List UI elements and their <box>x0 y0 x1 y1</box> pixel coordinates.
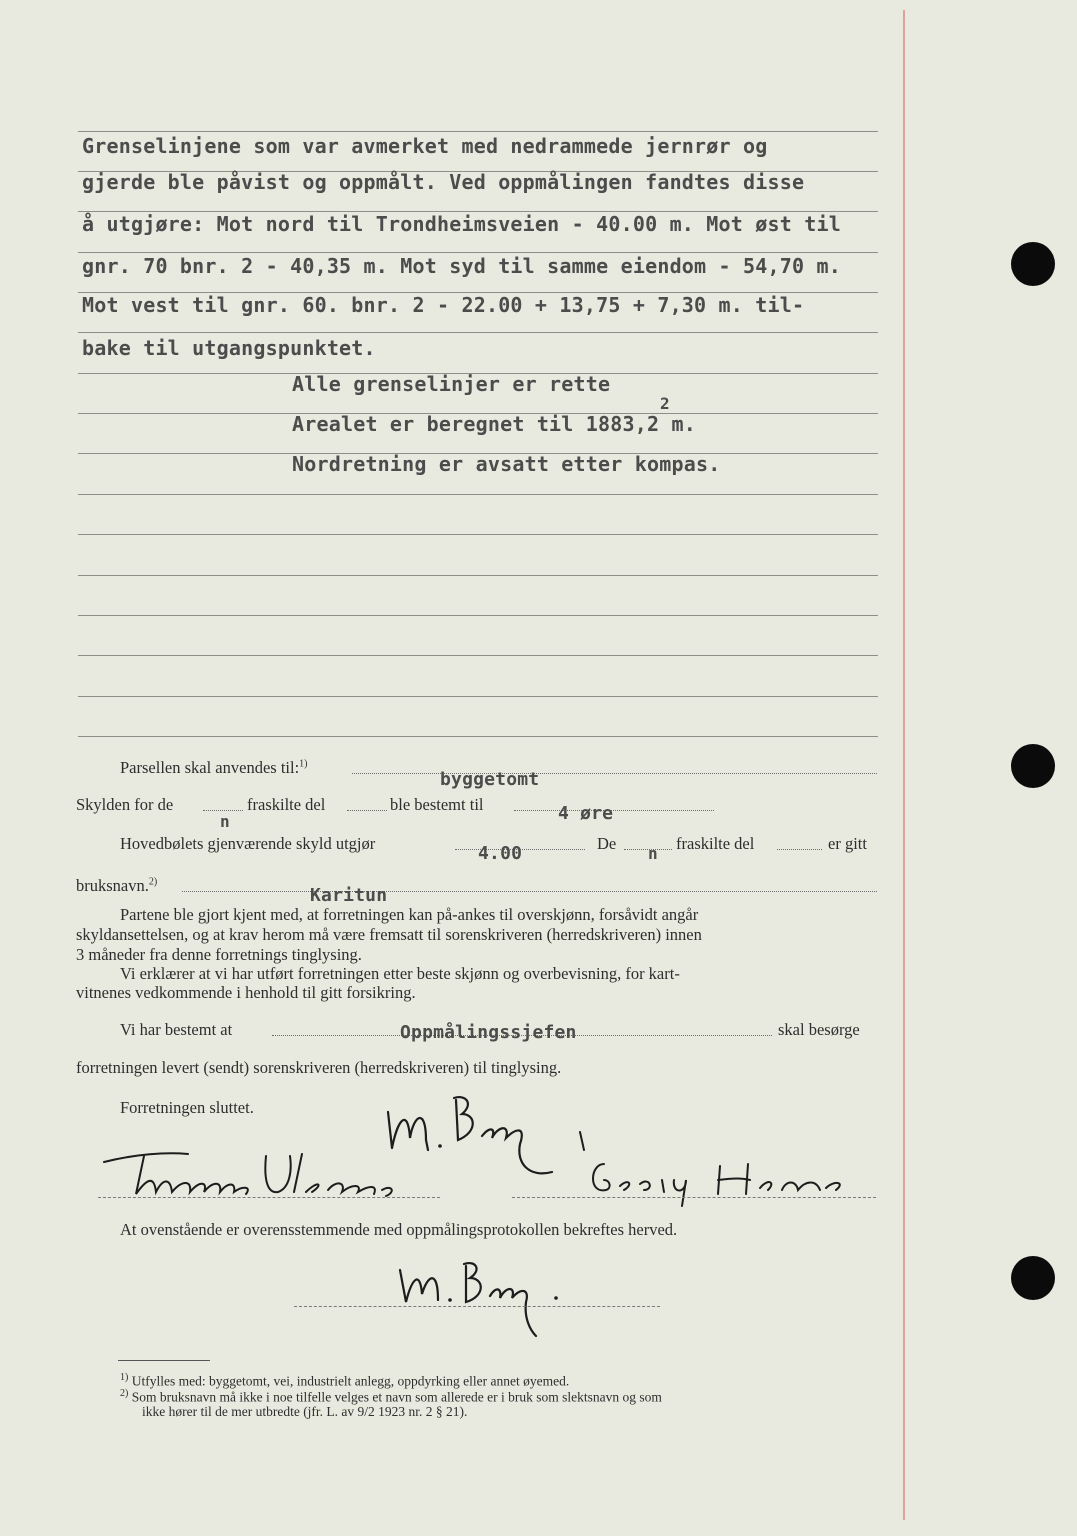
name-label: bruksnavn.$^{2)}$ <box>76 876 158 895</box>
typed-line: bake til utgangspunktet. <box>82 336 376 360</box>
closed-label: Forretningen sluttet. <box>120 1098 254 1117</box>
declaration-line: vitnenes vedkommende i henhold til gitt forsikring. <box>76 983 416 1002</box>
ruled-line <box>78 655 878 656</box>
typed-line: Grenselinjene som var avmerket med nedrammede jernrør og <box>82 134 768 158</box>
tax-dotted-3 <box>514 810 714 811</box>
tax-label-2: fraskilte del <box>247 795 326 814</box>
signature-right <box>570 1150 860 1210</box>
ruled-line <box>78 736 878 737</box>
red-margin-line <box>903 10 905 1520</box>
remaining-value: 4.00 <box>478 843 523 864</box>
fraskilte-dotted <box>777 849 822 850</box>
declaration-line: Vi erklærer at vi har utført forretningen etter beste skjønn og overbevisning, for kart- <box>120 964 680 983</box>
fraskilte-label: fraskilte del <box>676 834 755 853</box>
tax-label-3: ble bestemt til <box>390 795 484 814</box>
tax-dotted-2 <box>347 810 387 811</box>
appeal-line: 3 måneder fra denne forretnings tinglysing. <box>76 945 362 964</box>
signature-line-right <box>512 1197 876 1198</box>
decided-label: Vi har bestemt at <box>120 1020 233 1039</box>
typed-line: gjerde ble påvist og oppmålt. Ved oppmålingen fandtes disse <box>82 170 805 194</box>
appeal-line: skyldansettelsen, og at krav herom må være fremsatt til sorenskriveren (herredskriveren) innen <box>76 925 702 944</box>
name-dotted <box>182 891 877 892</box>
tax-value: 4 øre <box>558 803 614 824</box>
ruled-line <box>78 494 878 495</box>
remaining-label: Hovedbølets gjenværende skyld utgjør <box>120 834 376 853</box>
typed-note-area-superscript: 2 <box>660 394 670 413</box>
footnote-2: $^{2)}$ Som bruksnavn må ikke i noe tilfelle velges et navn som allerede er i bruk som slektsnavn og som <box>120 1388 662 1405</box>
use-value: byggetomt <box>440 769 540 790</box>
tax-n: n <box>220 812 230 831</box>
tax-label-1: Skylden for de <box>76 795 174 814</box>
footnote-1: $^{1)}$ Utfylles med: byggetomt, vei, industrielt anlegg, oppdyrking eller annet øyemed. <box>120 1372 570 1389</box>
de-label: De <box>597 834 617 853</box>
de-n: n <box>648 844 658 863</box>
use-dotted-line <box>352 773 877 774</box>
decided-value: Oppmålingssjefen <box>400 1022 577 1043</box>
typed-note: Alle grenselinjer er rette <box>292 372 611 396</box>
er-gitt-label: er gitt <box>828 834 867 853</box>
appeal-line: Partene ble gjort kjent med, at forretningen kan på-ankes til overskjønn, forsåvidt angår <box>120 905 699 924</box>
signature-line-left <box>98 1197 440 1198</box>
typed-note: Arealet er beregnet til 1883,2 m. <box>292 412 696 436</box>
delivery-line: forretningen levert (sendt) sorenskriveren (herredskriveren) til tinglysing. <box>76 1058 562 1077</box>
typed-line: gnr. 70 bnr. 2 - 40,35 m. Mot syd til samme eiendom - 54,70 m. <box>82 254 841 278</box>
typed-line: å utgjøre: Mot nord til Trondheimsveien - 40.00 m. Mot øst til <box>82 212 841 236</box>
footnote-rule <box>118 1360 210 1361</box>
footnote-2-cont: ikke hører til de mer utbredte (jfr. L. av 9/2 1923 nr. 2 § 21). <box>142 1404 468 1419</box>
ruled-line <box>78 575 878 576</box>
signature-bottom <box>380 1240 600 1340</box>
punch-hole-top <box>1011 242 1055 286</box>
signature-left <box>96 1140 416 1210</box>
decided-end: skal besørge <box>778 1020 860 1039</box>
typed-line: Mot vest til gnr. 60. bnr. 2 - 22.00 + 13,75 + 7,30 m. til- <box>82 293 805 317</box>
signature-line-bottom <box>294 1306 660 1307</box>
confirm-line: At ovenstående er overensstemmende med oppmålingsprotokollen bekreftes herved. <box>120 1220 678 1239</box>
ruled-line <box>78 252 878 253</box>
ruled-line <box>78 332 878 333</box>
punch-hole-middle <box>1011 744 1055 788</box>
use-label: Parsellen skal anvendes til:$^{1)}$ <box>120 758 308 777</box>
ruled-line <box>78 131 878 132</box>
ruled-line <box>78 615 878 616</box>
ruled-line <box>78 534 878 535</box>
punch-hole-bottom <box>1011 1256 1055 1300</box>
typed-note: Nordretning er avsatt etter kompas. <box>292 452 721 476</box>
name-value: Karitun <box>310 885 388 906</box>
tax-dotted-1 <box>203 810 243 811</box>
ruled-line <box>78 696 878 697</box>
